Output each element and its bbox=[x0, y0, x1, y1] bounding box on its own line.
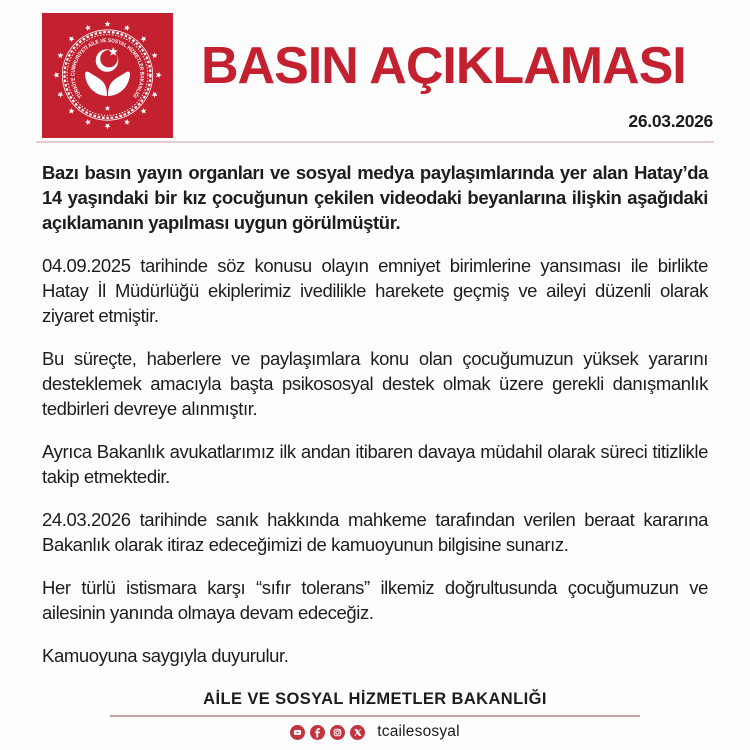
seal-curved-text: TÜRKİYE CUMHURİYETİ AİLE VE SOSYAL HİZMETLER BAKANLIĞI bbox=[70, 37, 145, 99]
ministry-name: AİLE VE SOSYAL HİZMETLER BAKANLIĞI bbox=[203, 690, 547, 708]
social-handle[interactable]: tcailesosyal bbox=[377, 723, 460, 740]
youtube-icon[interactable] bbox=[290, 725, 305, 740]
press-release-date: 26.03.2026 bbox=[628, 111, 713, 131]
paragraph-3: Ayrıca Bakanlık avukatlarımız ilk andan itibaren davaya müdahil olarak süreci titizlikle takip etmektedir. bbox=[42, 441, 708, 487]
x-icon[interactable] bbox=[350, 725, 365, 740]
paragraph-2: Bu süreçte, haberlere ve paylaşımlara konu olan çocuğumuzun yüksek yararını desteklemek amacıyla başta psikososyal destek olmak üzere gerekli danışmanlık tedbirleri devreye alınmıştır. bbox=[42, 348, 708, 419]
paragraph-closing: Kamuoyuna saygıyla duyurulur. bbox=[42, 645, 289, 666]
press-release-body bbox=[42, 160, 708, 686]
header-separator-line bbox=[36, 141, 714, 143]
paragraph-1: 04.09.2025 tarihinde söz konusu olayın emniyet birimlerine yansıması ile birlikte Hatay İl Müdürlüğü ekiplerimiz ivedilikle harekete geçmiş ve aileyi düzenli olarak ziyaret etmiştir. bbox=[42, 255, 708, 326]
paragraph-intro: Bazı basın yayın organları ve sosyal medya paylaşımlarında yer alan Hatay’da 14 yaşındaki bir kız çocuğunun çekilen videodaki beyanlarına ilişkin aşağıdaki açıklamanın yapılması uygun görülmüştür. bbox=[42, 162, 708, 233]
ministry-emblem bbox=[42, 13, 173, 138]
paragraph-4: 24.03.2026 tarihinde sanık hakkında mahkeme tarafından verilen beraat kararına Bakanlık olarak itiraz edeceğimizi de kamuoyunun bilgisine sunarız. bbox=[42, 509, 708, 555]
instagram-icon[interactable] bbox=[330, 725, 345, 740]
footer-separator-line bbox=[110, 715, 640, 717]
page-title: BASIN AÇIKLAMASI bbox=[201, 37, 686, 95]
footer bbox=[0, 690, 750, 741]
social-row bbox=[0, 723, 750, 741]
ministry-logo-block bbox=[42, 13, 173, 138]
paragraph-5: Her türlü istismara karşı “sıfır tolerans” ilkemiz doğrultusunda çocuğumuzun ve ailesinin yanında olmaya devam edeceğiz. bbox=[42, 577, 708, 623]
facebook-icon[interactable] bbox=[310, 725, 325, 740]
logo-red-square bbox=[42, 13, 173, 138]
